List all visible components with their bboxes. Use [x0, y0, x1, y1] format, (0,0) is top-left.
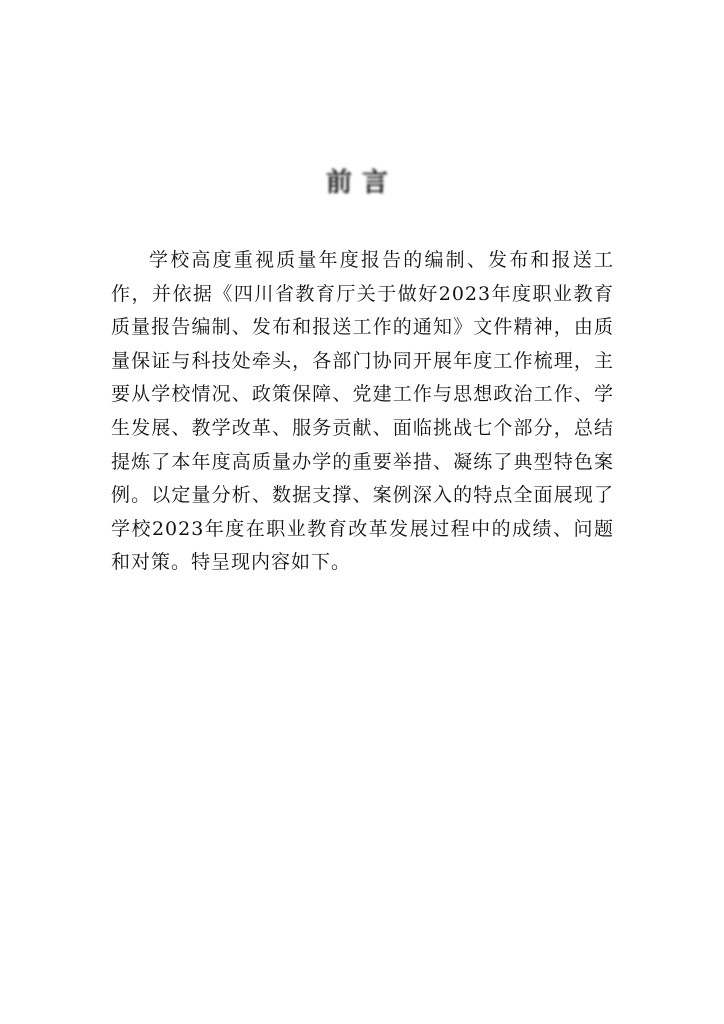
body-paragraph: 学校高度重视质量年度报告的编制、发布和报送工作，并依据《四川省教育厅关于做好2023年度职业教育质量报告编制、发布和报送工作的通知》文件精神，由质量保证与科技处牵头，各部门协同开展年度工作梳理，主要从学校情况、政策保障、党建工作与思想政治工作、学生发展、教学改革、服务贡献、面临挑战七个部分，总结提炼了本年度高质量办学的重要举措、凝练了典型特色案例。以定量分析、数据支撑、案例深入的特点全面展现了学校2023年度在职业教育改革发展过程中的成绩、问题和对策。特呈现内容如下。: [111, 249, 614, 574]
page-title: 前言: [325, 168, 398, 198]
